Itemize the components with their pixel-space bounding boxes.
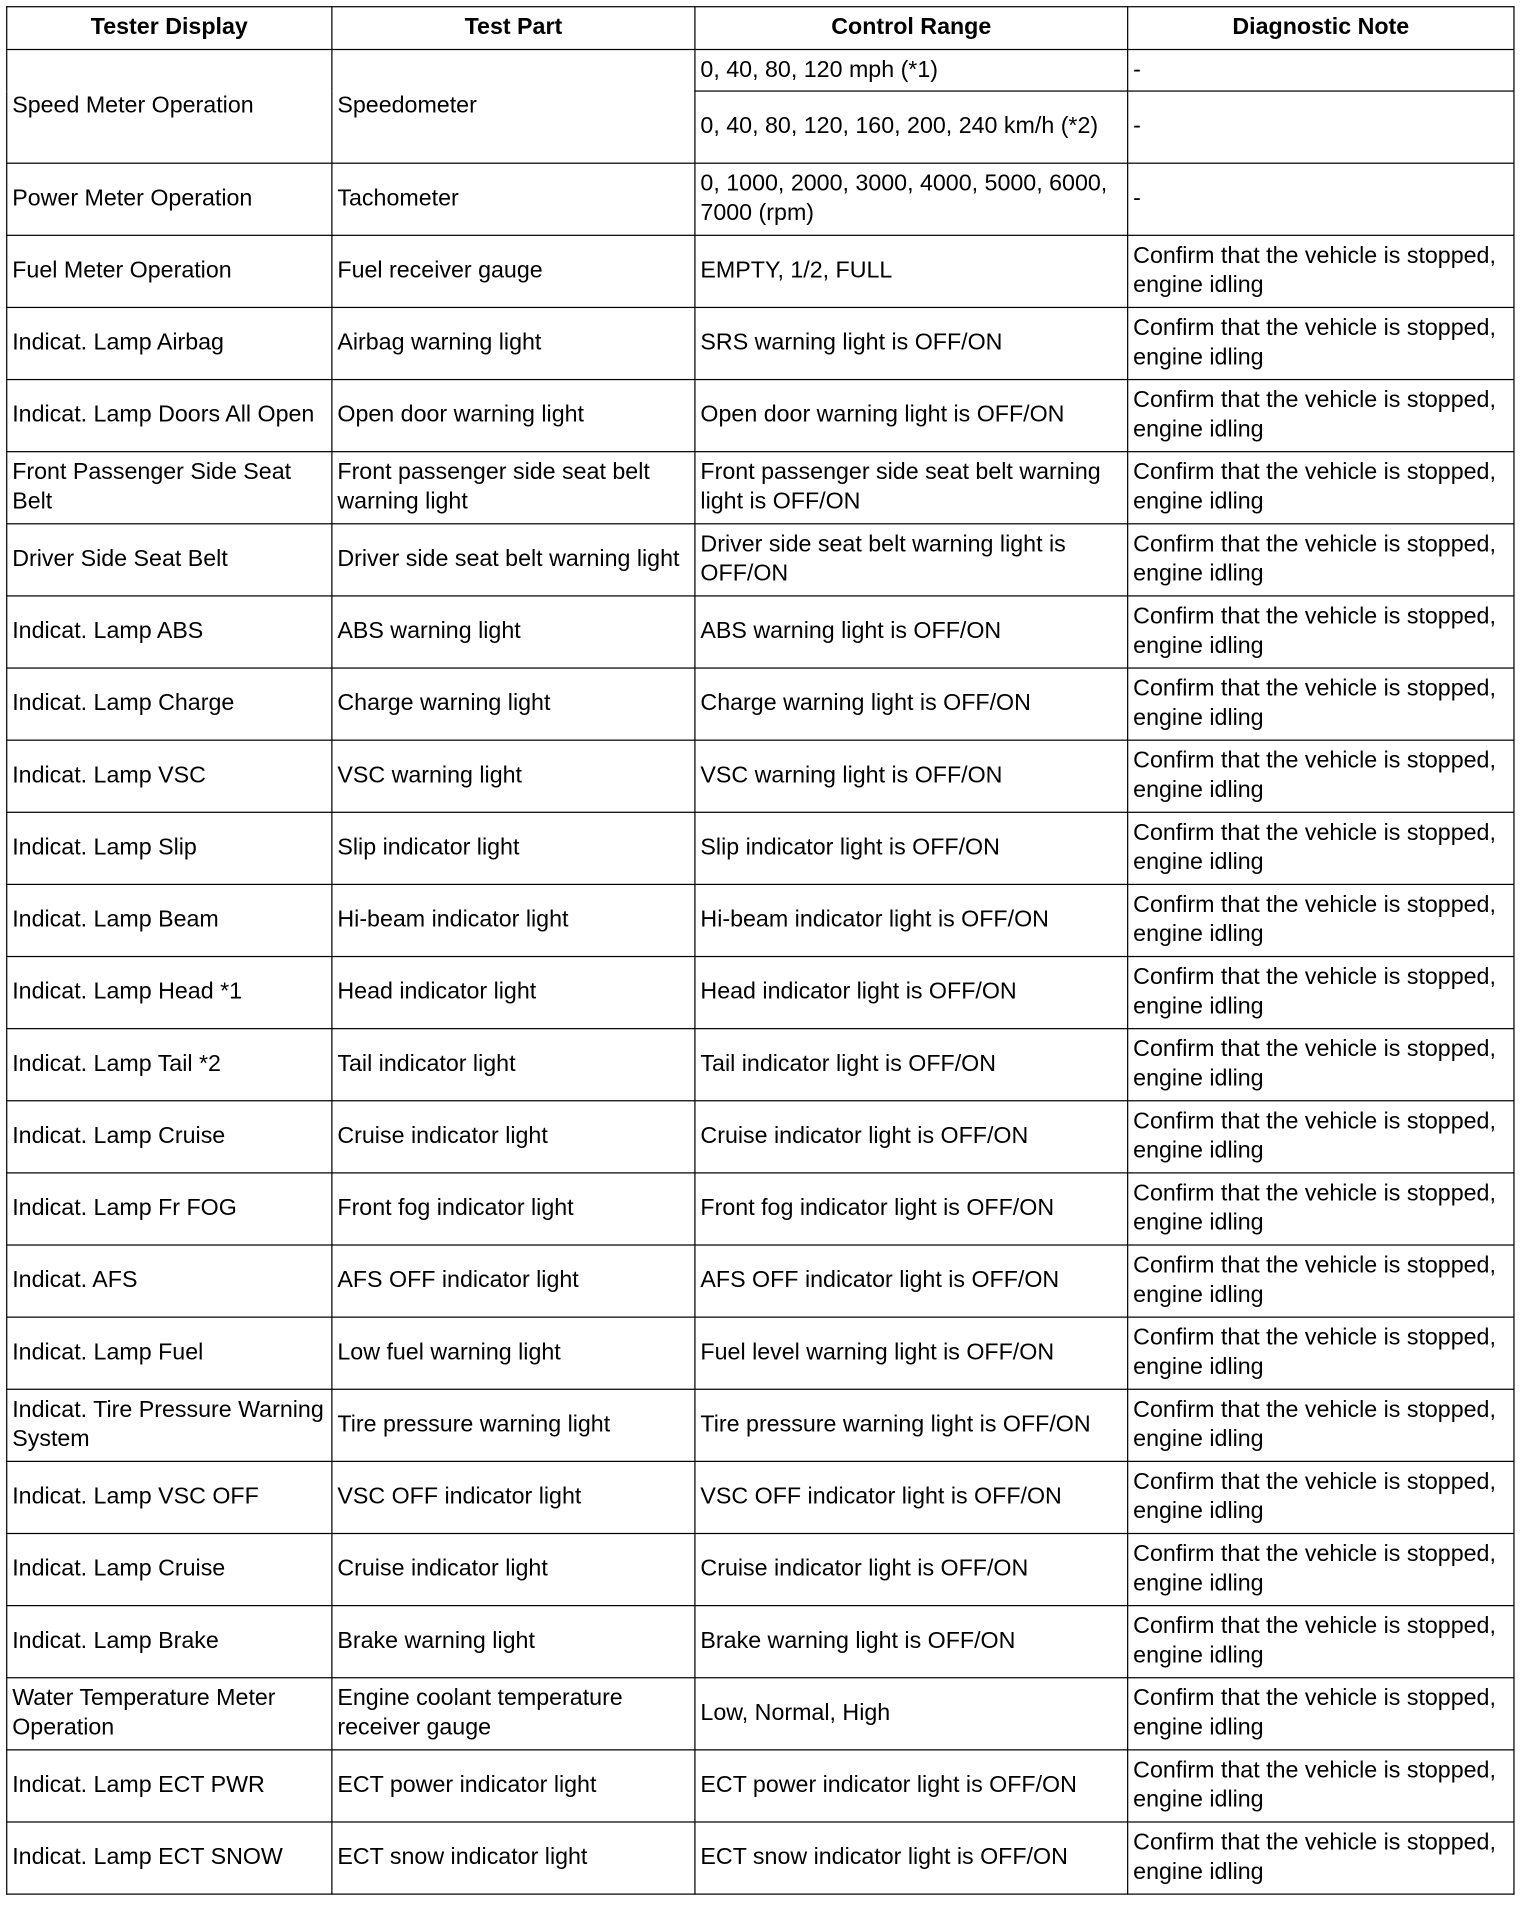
diagnostic-note-cell: -	[1128, 91, 1514, 163]
diagnostic-note-cell: Confirm that the vehicle is stopped, engine idling	[1128, 1461, 1514, 1533]
control-range-cell: Cruise indicator light is OFF/ON	[695, 1534, 1128, 1606]
control-range-cell: 0, 40, 80, 120, 160, 200, 240 km/h (*2)	[695, 91, 1128, 163]
control-range-cell: Driver side seat belt warning light is OFF/ON	[695, 524, 1128, 596]
diagnostic-note-cell: Confirm that the vehicle is stopped, engine idling	[1128, 957, 1514, 1029]
diagnostic-note-cell: Confirm that the vehicle is stopped, engine idling	[1128, 235, 1514, 307]
tester-display-cell: Fuel Meter Operation	[7, 235, 332, 307]
diagnostic-note-cell: Confirm that the vehicle is stopped, engine idling	[1128, 1678, 1514, 1750]
table-row	[7, 1389, 1514, 1461]
table-row	[7, 668, 1514, 740]
diagnostic-note-cell: Confirm that the vehicle is stopped, engine idling	[1128, 1173, 1514, 1245]
diagnostic-note-cell: Confirm that the vehicle is stopped, engine idling	[1128, 307, 1514, 379]
table-row	[7, 1534, 1514, 1606]
control-range-cell: VSC OFF indicator light is OFF/ON	[695, 1461, 1128, 1533]
control-range-cell: Tire pressure warning light is OFF/ON	[695, 1389, 1128, 1461]
test-part-cell: Low fuel warning light	[332, 1317, 695, 1389]
table-row	[7, 163, 1514, 235]
table-row	[7, 596, 1514, 668]
control-range-cell: Fuel level warning light is OFF/ON	[695, 1317, 1128, 1389]
tester-display-cell: Indicat. Lamp Brake	[7, 1606, 332, 1678]
control-range-cell: Front fog indicator light is OFF/ON	[695, 1173, 1128, 1245]
tester-display-cell: Indicat. Lamp Charge	[7, 668, 332, 740]
control-range-cell: Charge warning light is OFF/ON	[695, 668, 1128, 740]
test-part-cell: Open door warning light	[332, 380, 695, 452]
tester-display-cell: Indicat. AFS	[7, 1245, 332, 1317]
tester-display-cell: Driver Side Seat Belt	[7, 524, 332, 596]
tester-display-cell: Indicat. Lamp VSC	[7, 740, 332, 812]
diagnostic-note-cell: Confirm that the vehicle is stopped, engine idling	[1128, 380, 1514, 452]
table-row	[7, 380, 1514, 452]
diagnostic-note-cell: Confirm that the vehicle is stopped, engine idling	[1128, 740, 1514, 812]
control-range-cell: ECT snow indicator light is OFF/ON	[695, 1822, 1128, 1894]
tester-display-cell: Power Meter Operation	[7, 163, 332, 235]
table-body	[7, 50, 1514, 1895]
test-part-cell: Brake warning light	[332, 1606, 695, 1678]
control-range-cell: 0, 1000, 2000, 3000, 4000, 5000, 6000, 7000 (rpm)	[695, 163, 1128, 235]
table-row	[7, 1173, 1514, 1245]
control-range-cell: Cruise indicator light is OFF/ON	[695, 1101, 1128, 1173]
test-part-cell: Driver side seat belt warning light	[332, 524, 695, 596]
tester-display-cell: Indicat. Lamp Head *1	[7, 957, 332, 1029]
header-row	[7, 7, 1514, 50]
tester-display-cell: Indicat. Lamp Fuel	[7, 1317, 332, 1389]
table-row	[7, 452, 1514, 524]
control-range-cell: EMPTY, 1/2, FULL	[695, 235, 1128, 307]
test-part-cell: VSC OFF indicator light	[332, 1461, 695, 1533]
tester-display-cell: Indicat. Lamp Slip	[7, 812, 332, 884]
test-part-cell: Hi-beam indicator light	[332, 884, 695, 956]
table-row	[7, 235, 1514, 307]
test-part-cell: Front fog indicator light	[332, 1173, 695, 1245]
test-part-cell: Tachometer	[332, 163, 695, 235]
control-range-cell: SRS warning light is OFF/ON	[695, 307, 1128, 379]
control-range-cell: VSC warning light is OFF/ON	[695, 740, 1128, 812]
table-row	[7, 524, 1514, 596]
table-row	[7, 812, 1514, 884]
test-part-cell: Tail indicator light	[332, 1029, 695, 1101]
diagnostic-note-cell: -	[1128, 50, 1514, 92]
header-tester-display: Tester Display	[7, 7, 332, 50]
diagnostic-note-cell: Confirm that the vehicle is stopped, engine idling	[1128, 1750, 1514, 1822]
test-part-cell: Head indicator light	[332, 957, 695, 1029]
test-part-cell: Charge warning light	[332, 668, 695, 740]
tester-display-cell: Front Passenger Side Seat Belt	[7, 452, 332, 524]
tester-display-cell: Indicat. Lamp Fr FOG	[7, 1173, 332, 1245]
tester-display-cell: Indicat. Lamp Cruise	[7, 1534, 332, 1606]
control-range-cell: Front passenger side seat belt warning light is OFF/ON	[695, 452, 1128, 524]
diagnostic-note-cell: Confirm that the vehicle is stopped, engine idling	[1128, 452, 1514, 524]
tester-display-cell: Indicat. Lamp VSC OFF	[7, 1461, 332, 1533]
test-part-cell: Slip indicator light	[332, 812, 695, 884]
tester-display-cell: Indicat. Lamp ECT SNOW	[7, 1822, 332, 1894]
diagnostic-note-cell: Confirm that the vehicle is stopped, engine idling	[1128, 596, 1514, 668]
control-range-cell: Open door warning light is OFF/ON	[695, 380, 1128, 452]
tester-display-cell: Indicat. Lamp Airbag	[7, 307, 332, 379]
table-row	[7, 1822, 1514, 1894]
control-range-cell: ECT power indicator light is OFF/ON	[695, 1750, 1128, 1822]
table-row	[7, 1678, 1514, 1750]
control-range-cell: Brake warning light is OFF/ON	[695, 1606, 1128, 1678]
table-row	[7, 884, 1514, 956]
diagnostic-note-cell: Confirm that the vehicle is stopped, engine idling	[1128, 1606, 1514, 1678]
control-range-cell: ABS warning light is OFF/ON	[695, 596, 1128, 668]
table-row	[7, 50, 1514, 92]
tester-display-cell: Water Temperature Meter Operation	[7, 1678, 332, 1750]
control-range-cell: Low, Normal, High	[695, 1678, 1128, 1750]
test-part-cell: AFS OFF indicator light	[332, 1245, 695, 1317]
control-range-cell: Hi-beam indicator light is OFF/ON	[695, 884, 1128, 956]
table-header	[7, 7, 1514, 50]
test-part-cell: ECT power indicator light	[332, 1750, 695, 1822]
table-row	[7, 1461, 1514, 1533]
diagnostic-note-cell: Confirm that the vehicle is stopped, engine idling	[1128, 524, 1514, 596]
table-row	[7, 1750, 1514, 1822]
table-row	[7, 740, 1514, 812]
table-row	[7, 1101, 1514, 1173]
diagnostic-note-cell: Confirm that the vehicle is stopped, engine idling	[1128, 1317, 1514, 1389]
tester-display-cell: Indicat. Lamp Doors All Open	[7, 380, 332, 452]
tester-display-cell: Indicat. Lamp ABS	[7, 596, 332, 668]
diagnostic-note-cell: Confirm that the vehicle is stopped, engine idling	[1128, 1822, 1514, 1894]
test-part-cell: Cruise indicator light	[332, 1101, 695, 1173]
control-range-cell: Tail indicator light is OFF/ON	[695, 1029, 1128, 1101]
tester-display-cell: Indicat. Lamp Beam	[7, 884, 332, 956]
diagnostic-note-cell: Confirm that the vehicle is stopped, engine idling	[1128, 1101, 1514, 1173]
diagnostic-note-cell: Confirm that the vehicle is stopped, engine idling	[1128, 884, 1514, 956]
tester-display-cell: Speed Meter Operation	[7, 50, 332, 164]
control-range-cell: AFS OFF indicator light is OFF/ON	[695, 1245, 1128, 1317]
header-diagnostic-note: Diagnostic Note	[1128, 7, 1514, 50]
header-control-range: Control Range	[695, 7, 1128, 50]
diagnostic-note-cell: Confirm that the vehicle is stopped, engine idling	[1128, 668, 1514, 740]
test-part-cell: ECT snow indicator light	[332, 1822, 695, 1894]
test-part-cell: Front passenger side seat belt warning light	[332, 452, 695, 524]
diagnostic-note-cell: Confirm that the vehicle is stopped, engine idling	[1128, 1029, 1514, 1101]
test-part-cell: Speedometer	[332, 50, 695, 164]
control-range-cell: 0, 40, 80, 120 mph (*1)	[695, 50, 1128, 92]
diagnostic-note-cell: Confirm that the vehicle is stopped, engine idling	[1128, 1389, 1514, 1461]
diagnostic-note-cell: Confirm that the vehicle is stopped, engine idling	[1128, 1245, 1514, 1317]
active-test-table	[6, 6, 1514, 1895]
header-test-part: Test Part	[332, 7, 695, 50]
table-row	[7, 1606, 1514, 1678]
diagnostic-note-cell: Confirm that the vehicle is stopped, engine idling	[1128, 812, 1514, 884]
test-part-cell: Cruise indicator light	[332, 1534, 695, 1606]
table-row	[7, 1029, 1514, 1101]
tester-display-cell: Indicat. Lamp Cruise	[7, 1101, 332, 1173]
test-part-cell: VSC warning light	[332, 740, 695, 812]
tester-display-cell: Indicat. Lamp Tail *2	[7, 1029, 332, 1101]
control-range-cell: Head indicator light is OFF/ON	[695, 957, 1128, 1029]
tester-display-cell: Indicat. Tire Pressure Warning System	[7, 1389, 332, 1461]
table-row	[7, 957, 1514, 1029]
table-row	[7, 307, 1514, 379]
control-range-cell: Slip indicator light is OFF/ON	[695, 812, 1128, 884]
table-row	[7, 1245, 1514, 1317]
test-part-cell: Engine coolant temperature receiver gauge	[332, 1678, 695, 1750]
test-part-cell: Tire pressure warning light	[332, 1389, 695, 1461]
table-row	[7, 1317, 1514, 1389]
diagnostic-note-cell: -	[1128, 163, 1514, 235]
test-part-cell: Fuel receiver gauge	[332, 235, 695, 307]
tester-display-cell: Indicat. Lamp ECT PWR	[7, 1750, 332, 1822]
test-part-cell: ABS warning light	[332, 596, 695, 668]
test-part-cell: Airbag warning light	[332, 307, 695, 379]
diagnostic-note-cell: Confirm that the vehicle is stopped, engine idling	[1128, 1534, 1514, 1606]
